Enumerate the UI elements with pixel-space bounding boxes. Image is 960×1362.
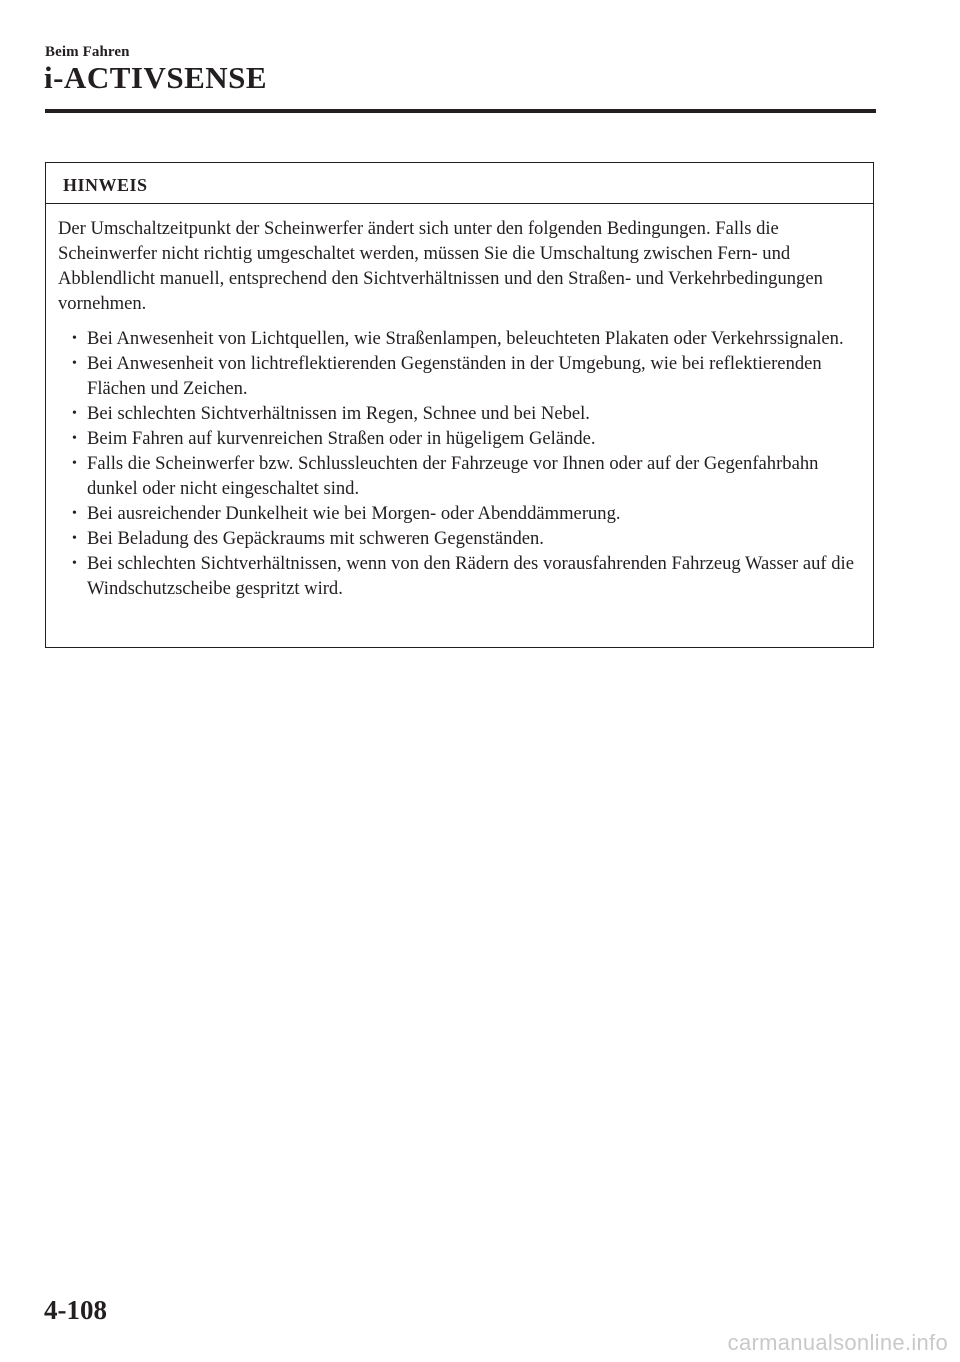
bullet-icon: •	[72, 431, 77, 446]
watermark: carmanualsonline.info	[727, 1330, 948, 1355]
list-item	[58, 551, 861, 601]
section-label: Beim Fahren	[45, 44, 130, 60]
bullet-icon: •	[72, 506, 77, 521]
list-item-text: Bei ausreichender Dunkelheit wie bei Morgen- oder Abenddämmerung.	[87, 503, 621, 524]
list-item	[58, 351, 861, 401]
bullet-icon: •	[72, 556, 77, 571]
list-item-text: Beim Fahren auf kurvenreichen Straßen oder in hügeligem Gelände.	[87, 428, 596, 449]
note-title: HINWEIS	[46, 163, 873, 204]
bullet-icon: •	[72, 456, 77, 471]
page-number: 4-108	[44, 1295, 107, 1325]
list-item-text: Bei Beladung des Gepäckraums mit schweren Gegenständen.	[87, 528, 544, 549]
bullet-icon: •	[72, 406, 77, 421]
bullet-icon: •	[72, 356, 77, 371]
header-rule	[45, 109, 876, 113]
note-box	[45, 162, 874, 648]
list-item-text: Falls die Scheinwerfer bzw. Schlussleuchten der Fahrzeuge vor Ihnen oder auf der Gegenfahrbahn dunkel oder nicht eingeschaltet sind.	[87, 453, 819, 499]
list-item	[58, 451, 861, 501]
list-item-text: Bei Anwesenheit von lichtreflektierenden Gegenständen in der Umgebung, wie bei reflektierenden Flächen und Zeichen.	[87, 353, 822, 399]
chapter-title: i-ACTIVSENSE	[44, 60, 268, 95]
note-body	[46, 204, 873, 601]
list-item	[58, 526, 861, 551]
bullet-icon: •	[72, 331, 77, 346]
list-item	[58, 401, 861, 426]
list-item-text: Bei Anwesenheit von Lichtquellen, wie Straßenlampen, beleuchteten Plakaten oder Verkehrssignalen.	[87, 328, 844, 349]
list-item	[58, 326, 861, 351]
bullet-icon: •	[72, 531, 77, 546]
note-intro: Der Umschaltzeitpunkt der Scheinwerfer ändert sich unter den folgenden Bedingungen. Falls die Scheinwerfer nicht richtig umgeschaltet werden, müssen Sie die Umschaltung zwischen Fern- und Abblendlicht manuell, entsprechend den Sichtverhältnissen und den Straßen- und Verkehrbedingungen vornehmen.	[58, 218, 823, 314]
list-item	[58, 501, 861, 526]
condition-list	[58, 326, 861, 601]
list-item-text: Bei schlechten Sichtverhältnissen, wenn von den Rädern des vorausfahrenden Fahrzeug Wasser auf die Windschutzscheibe gespritzt wird.	[87, 553, 854, 599]
list-item	[58, 426, 861, 451]
list-item-text: Bei schlechten Sichtverhältnissen im Regen, Schnee und bei Nebel.	[87, 403, 590, 424]
